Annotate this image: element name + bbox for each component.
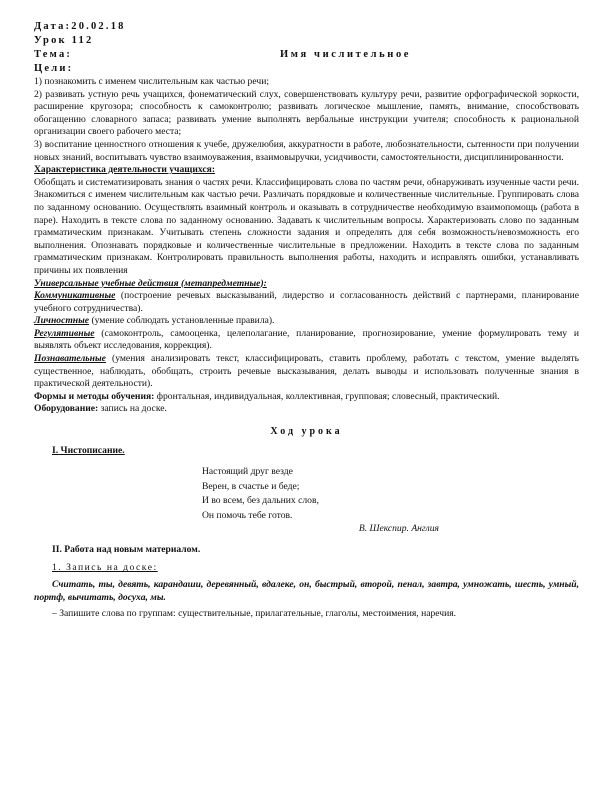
topic-label: Тема: (34, 49, 73, 60)
board-label-text: 1. Запись на доске: (52, 562, 158, 574)
section-1-heading: I. Чистописание. (52, 444, 125, 456)
forms-label: Формы и методы обучения: (34, 390, 155, 402)
lesson-heading: Ход урока (270, 426, 343, 438)
regulative-text: (самоконтроль, самооценка, целеполагание, планирование, прогнозирование, умение формулировать тему и выявлять объект исследования, коррекция). (34, 327, 579, 352)
equipment-label: Оборудование: (34, 403, 99, 415)
personal-label: Личностные (34, 315, 90, 327)
poem-line: Верен, в счастье и беде; (202, 480, 300, 492)
activity-text: Обобщать и систематизировать знания о частях речи. Классифицировать слова по частям речи, обнаруживать изученные части речи. Знакомиться с именем числительным как частью речи. Различать порядковые и количественные числительные. Группировать слова по заданному основанию. Осуществлять взаимный контроль и оказывать в сотрудничестве необходимую взаимопомощь (работа в паре). Находить в тексте слова по заданному основанию. Задавать к числительным вопросы. Характеризовать слово по заданным грамматическим признакам. Учитывать степень сложности задания и определять для себя возможность/невозможность его выполнения. Опознавать порядковые и количественные числительные в предложении. Находить в тексте слова по заданным грамматическим признакам. Контролировать правильность выполнения работы, находить и исправлять ошибки, устанавливать причины их появления (34, 176, 579, 276)
uud-personal (34, 315, 579, 328)
document-page (34, 20, 579, 621)
poem-author: В. Шекспир. Англия (358, 523, 439, 535)
poem-line: И во всем, без дальних слов, (202, 495, 319, 507)
equipment-text: запись на доске. (98, 403, 167, 415)
date-label: Дата: (34, 21, 72, 32)
poem (202, 465, 579, 523)
section-2-heading: II. Работа над новым материалом. (52, 543, 201, 555)
regulative-label: Регулятивные (34, 327, 95, 339)
uud-communicative (34, 290, 579, 315)
task-text: – Запишите слова по группам: существительные, прилагательные, глаголы, местоимения, наречия. (52, 608, 457, 620)
cognitive-text: (умения анализировать текст, классифицировать, ставить проблему, работать с текстом, умение выделять существенное, наблюдать, обобщать, строить речевые высказывания, делать выводы и использовать полученные знания в практической деятельности). (34, 353, 579, 390)
goal-1: 1) познакомить с именем числительным как частью речи; (34, 76, 269, 87)
lesson-label: Урок (34, 35, 67, 46)
uud-cognitive (34, 353, 579, 391)
lesson-number: 112 (71, 35, 94, 46)
activity-heading: Характеристика деятельности учащихся: (34, 164, 216, 176)
communicative-label: Коммуникативные (34, 290, 116, 302)
date-line (34, 20, 579, 34)
topic-line (34, 48, 579, 62)
personal-text: (умение соблюдать установленные правила). (89, 315, 275, 327)
goal-3: 3) воспитание ценностного отношения к учебе, дружелюбия, аккуратности в работе, любознательности, сытенности при получении новых знаний, воспитывать чувство взаимоуважения, взаимовыручки, усидчивости, самостоятельности, дисциплинированности. (34, 138, 579, 163)
forms-line (34, 391, 579, 404)
goals-label: Цели: (34, 63, 74, 74)
communicative-text: (построение речевых высказываний, лидерство и согласованность действий с партнерами, планирование учебного сотрудничества). (34, 290, 579, 314)
uud-regulative (34, 328, 579, 353)
date-value: 20.02.18 (71, 21, 126, 32)
forms-text: фронтальная, индивидуальная, коллективная, групповая; словесный, практический. (154, 390, 500, 402)
poem-line: Он помочь тебе готов. (202, 509, 293, 521)
board-words: Считать, ты, девять, карандаши, деревянный, вдалеке, он, быстрый, второй, пенал, завтра, умножать, шесть, умный, портф, вычитать, досуха, мы. (34, 579, 579, 603)
board-label (52, 562, 579, 575)
lesson-line (34, 34, 579, 48)
cognitive-label: Познавательные (34, 353, 106, 365)
goal-2: 2) развивать устную речь учащихся, фонематический слух, совершенствовать культуру речи, развитие орфографической зоркости, расширение кругозора; способность к самоконтролю; развивать логическое мышление, память, внимание, способствовать обогащению словарного запаса; развивать умение выполнять вербальные инструкции учителя; способность к рациональной организации своего рабочего места; (34, 88, 579, 138)
topic-value: Имя числительное (280, 49, 412, 60)
equipment-line (34, 403, 579, 416)
poem-line: Настоящий друг везде (202, 466, 293, 478)
uud-heading: Универсальные учебные действия (метапредметные): (34, 277, 267, 289)
